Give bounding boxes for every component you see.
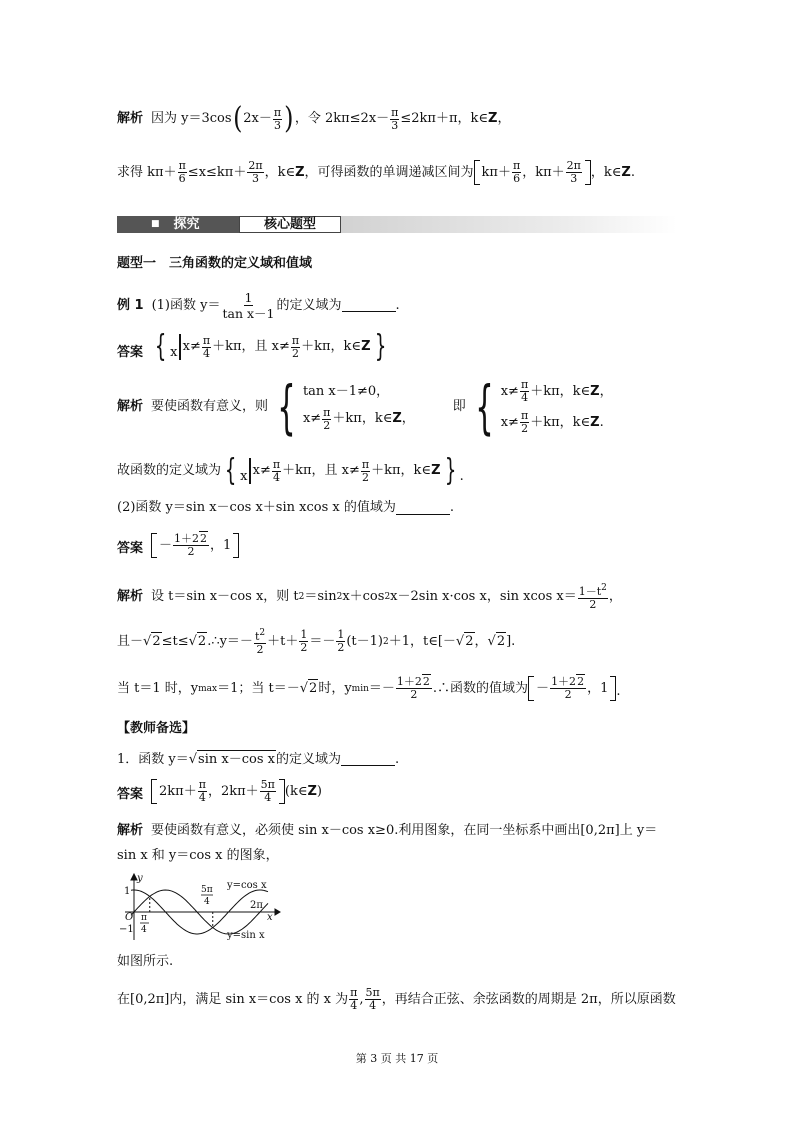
equation-system-2: x≠ $\frac{\pi}{4}$ ＋kπ，k∈ Z ， x≠ $\frac{\pi}{2}$ ＋kπ，k∈ Z . <box>500 378 613 435</box>
x-axis-arrow-icon <box>275 909 280 915</box>
teacher-selection-heading: 【教师备选】 <box>117 721 196 736</box>
example-1-question: 例 1 (1)函数 y＝ $\frac{1}{\text{tan x－1}}$ 的定义域为 . <box>117 290 400 321</box>
solution-2-line-3: 当 t＝1 时，y max ＝1；当 t＝－ √ 2 时，y min ＝－ $\frac{1+22}{2}$ .∴函数的值域为 － $\frac{1+22}{2}$ ，1 . <box>117 675 621 701</box>
x-tick-5pi-num: 5π <box>201 885 213 895</box>
y-axis-label: y <box>137 873 143 884</box>
page-footer: 第 3 页 共 17 页 <box>355 1052 439 1065</box>
solution-line-1: 解析 因为 y＝3cos ( 2x－ $\frac{\pi}{3}$ ) ，令 2kπ≤2x－ $\frac{\pi}{3}$ ≤2kπ＋π，k∈ Z ， <box>117 101 511 136</box>
graph-caption: 如图所示. <box>117 954 174 969</box>
example-1-part-2: (2)函数 y＝sin x－cos x＋sin xcos x 的值域为 . <box>117 500 454 515</box>
solution-2-line-2: 且－ √ 2 ≤t≤ √ 2 .∴y＝－ $\frac{t^2}{2}$ ＋t＋ $\frac{1}{2}$ ＝－ $\frac{1}{2}$ (t－1) 2 ＋1，t∈[－ √ 2 ， √ 2 ]. <box>117 628 516 656</box>
solution-line-2: 求得 kπ＋ $\frac{\pi}{6}$ ≤x≤kπ＋ $\frac{2\pi}{3}$ ，k∈ Z ，可得函数的单调递减区间为 kπ＋ $\frac{\pi}{6}$ ，kπ＋ $\frac{2\pi}{3}$ ，k∈ Z . <box>117 159 635 185</box>
solution-3-line-2: sin x 和 y＝cos x 的图象， <box>117 848 279 863</box>
banner-tab-core: 核心题型 <box>239 216 341 233</box>
teacher-question-1: 1．函数 y＝ √ sin x－cos x 的定义域为 . <box>117 751 400 767</box>
x-tick-pi-den: 4 <box>141 925 147 935</box>
jiexi-label: 解析 <box>117 111 144 126</box>
equation-system-1: tan x－1≠0， x≠ $\frac{\pi}{2}$ ＋kπ，k∈ Z ， <box>302 383 415 432</box>
section-banner <box>117 216 677 233</box>
solution-3-line-1: 解析 要使函数有意义，必须使 sin x－cos x≥0.利用图象，在同一坐标系中画出[0,2π]上 y＝ <box>117 823 658 838</box>
answer-blank-2 <box>396 502 450 515</box>
sin-legend: y=sin x <box>227 930 265 941</box>
y-tick-neg1: −1 <box>119 924 134 935</box>
answer-blank <box>342 299 396 312</box>
x-tick-pi-num: π <box>141 913 147 923</box>
banner-tab-explore: ■ 探究 <box>117 216 239 233</box>
answer-blank-3 <box>341 753 395 766</box>
cos-legend: y=cos x <box>227 880 267 891</box>
x-tick-2pi: 2π <box>250 900 263 911</box>
answer-1: 答案 { x x≠ $\frac{\pi}{4}$ ＋kπ，且 x≠ $\frac{\pi}{2}$ ＋kπ，k∈ Z } <box>117 329 386 364</box>
final-line: 在[0,2π]内，满足 sin x＝cos x 的 x 为 $\frac{\pi}{4}$ , $\frac{5\pi}{4}$ ，再结合正弦、余弦函数的周期是 2π，所以原函数 <box>117 986 676 1012</box>
answer-3: 答案 2kπ＋ $\frac{\pi}{4}$ ，2kπ＋ $\frac{5\pi}{4}$ (k∈ Z ) <box>117 778 322 804</box>
sin-cos-graph <box>117 872 282 944</box>
domain-conclusion: 故函数的定义域为 { x x≠ $\frac{\pi}{4}$ ＋kπ，且 x≠ $\frac{\pi}{2}$ ＋kπ，k∈ Z } . <box>117 453 464 488</box>
interval-bracket: kπ＋ $\frac{\pi}{6}$ ，kπ＋ $\frac{2\pi}{3}$ <box>474 160 591 185</box>
bullet-square-icon: ■ <box>151 219 160 229</box>
x-axis-label: x <box>267 912 273 923</box>
section-heading: 题型一 三角函数的定义域和值域 <box>117 256 313 271</box>
solution-2: 解析 设 t＝sin x－cos x，则 t 2 ＝sin 2 x＋cos 2 x－2sin x·cos x，sin xcos x＝ $\frac{1-t^2}{2}$ ， <box>117 583 622 611</box>
solution-1: 解析 要使函数有意义，则 { tan x－1≠0， x≠ $\frac{\pi}{2}$ ＋kπ，k∈ Z ， 即 { x≠ $\frac{\pi}{4}$ ＋kπ，k∈ Z ， x≠ $\frac{\pi}{2}$ ＋kπ，k∈ Z . <box>117 373 613 441</box>
y-tick-1: 1 <box>124 886 131 897</box>
x-tick-5pi-den: 4 <box>204 897 210 907</box>
paren-expression: ( 2x－ $\frac{\pi}{3}$ ) <box>232 101 294 136</box>
origin-label: O <box>125 912 134 923</box>
answer-2: 答案 － $\frac{1+22}{2}$ ，1 <box>117 533 239 558</box>
